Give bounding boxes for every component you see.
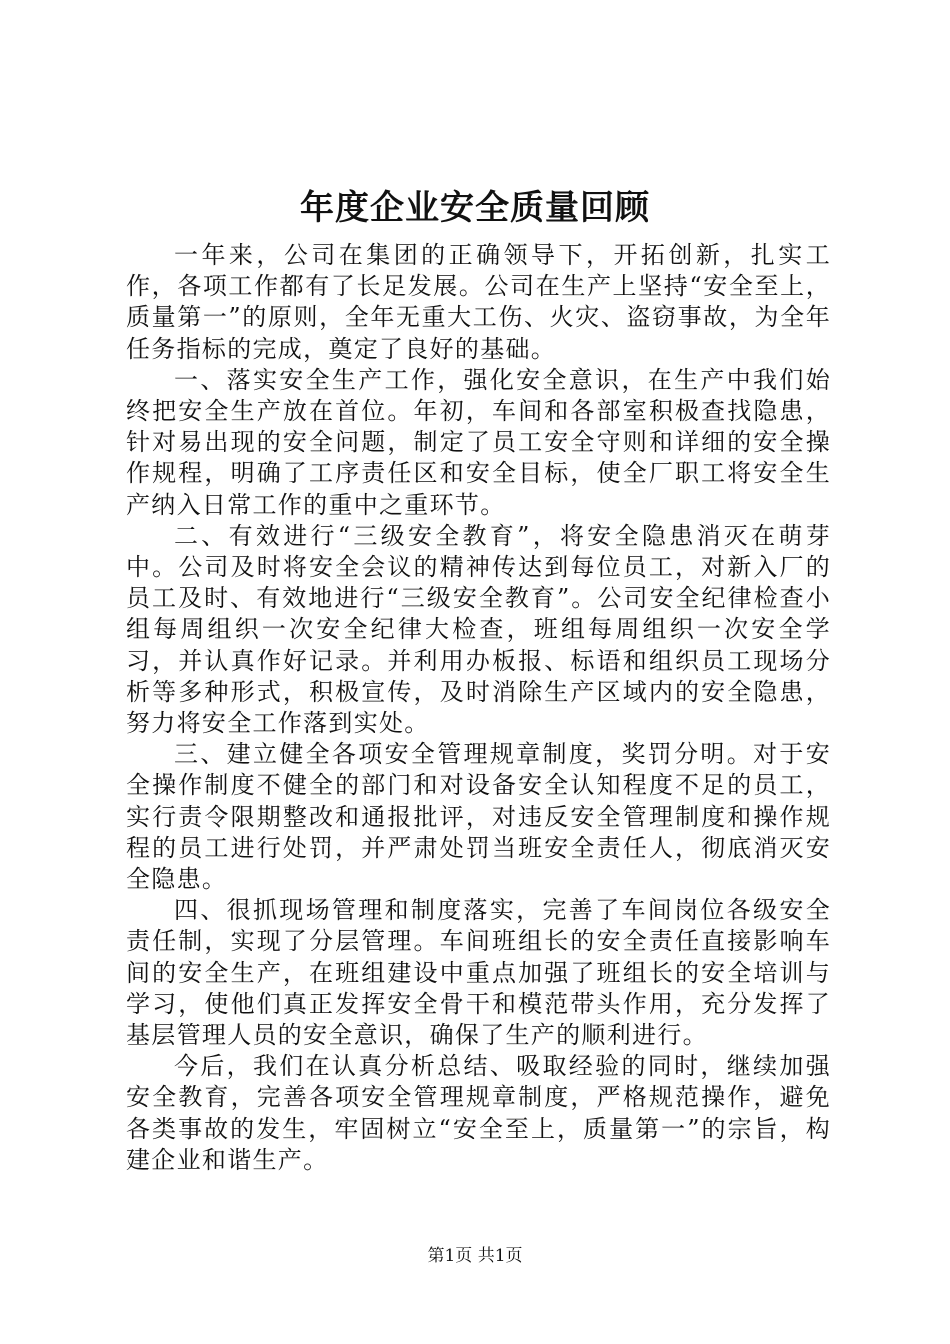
- page-footer: 第1页 共1页: [427, 1246, 523, 1266]
- document-body: [126, 240, 831, 1176]
- paragraph-intro: 一年来，公司在集团的正确领导下，开拓创新，扎实工作，各项工作都有了长足发展。公司在生产上坚持“安全至上，质量第一”的原则，全年无重大工伤、火灾、盗窃事故，为全年任务指标的完成，奠定了良好的基础。: [126, 241, 831, 363]
- document-title: 年度企业安全质量回顾: [300, 188, 650, 228]
- paragraph-section-1: 一、落实安全生产工作，强化安全意识，在生产中我们始终把安全生产放在首位。年初，车间和各部室积极查找隐患，针对易出现的安全问题，制定了员工安全守则和详细的安全操作规程，明确了工序责任区和安全目标，使全厂职工将安全生产纳入日常工作的重中之重环节。: [126, 365, 831, 519]
- paragraph-section-2: 二、有效进行“三级安全教育”，将安全隐患消灭在萌芽中。公司及时将安全会议的精神传达到每位员工，对新入厂的员工及时、有效地进行“三级安全教育”。公司安全纪律检查小组每周组织一次安全纪律大检查，班组每周组织一次安全学习，并认真作好记录。并利用办板报、标语和组织员工现场分析等多种形式，积极宣传，及时消除生产区域内的安全隐患，努力将安全工作落到实处。: [126, 521, 831, 738]
- paragraph-conclusion: 今后，我们在认真分析总结、吸取经验的同时，继续加强安全教育，完善各项安全管理规章制度，严格规范操作，避免各类事故的发生，牢固树立“安全至上，质量第一”的宗旨，构建企业和谐生产。: [126, 1052, 831, 1174]
- paragraph-section-4: 四、很抓现场管理和制度落实，完善了车间岗位各级安全责任制，实现了分层管理。车间班组长的安全责任直接影响车间的安全生产，在班组建设中重点加强了班组长的安全培训与学习，使他们真正发挥安全骨干和模范带头作用，充分发挥了基层管理人员的安全意识，确保了生产的顺利进行。: [126, 896, 831, 1050]
- paragraph-section-3: 三、建立健全各项安全管理规章制度，奖罚分明。对于安全操作制度不健全的部门和对设备安全认知程度不足的员工，实行责令限期整改和通报批评，对违反安全管理制度和操作规程的员工进行处罚，并严肃处罚当班安全责任人，彻底消灭安全隐患。: [126, 740, 831, 894]
